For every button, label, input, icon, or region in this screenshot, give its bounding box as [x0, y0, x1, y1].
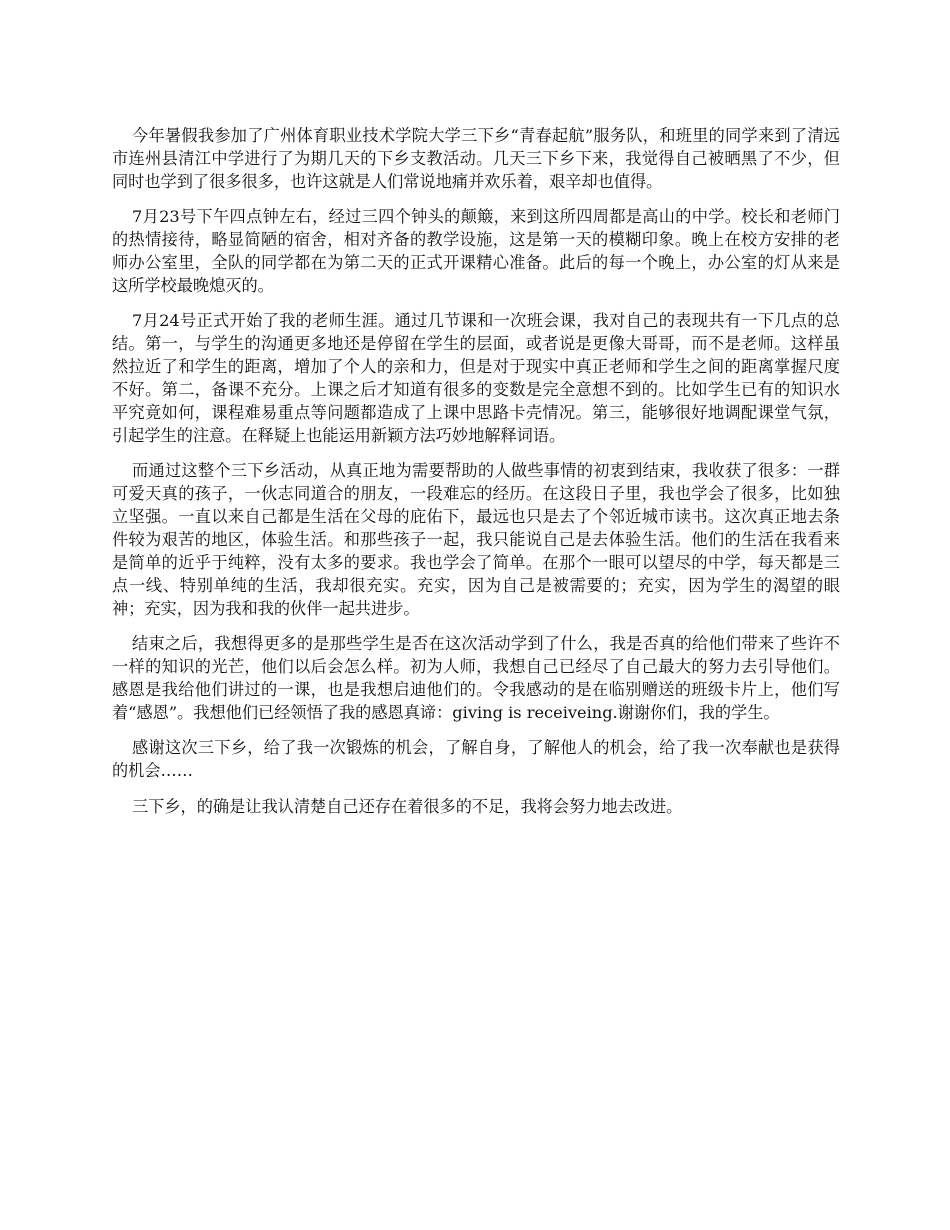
- document-body: [112, 125, 840, 831]
- paragraph-summer-volunteer-intro: 今年暑假我参加了广州体育职业技术学院大学三下乡“青春起航”服务队，和班里的同学来到了清远市连州县清江中学进行了为期几天的下乡支教活动。几天三下乡下来，我觉得自己被晒黑了不少，但同时也学到了很多很多，也许这就是人们常说地痛并欢乐着，艰辛却也值得。: [112, 126, 840, 191]
- paragraph-arrival-july-23: 7月23号下午四点钟左右，经过三四个钟头的颠簸，来到这所四周都是高山的中学。校长和老师门的热情接待，略显简陋的宿舍，相对齐备的教学设施，这是第一天的模糊印象。晚上在校方安排的老师办公室里，全队的同学都在为第二天的正式开课精心准备。此后的每一个晚上，办公室的灯从来是这所学校最晚熄灭的。: [112, 207, 840, 295]
- paragraph-after-activity: 结束之后，我想得更多的是那些学生是否在这次活动学到了什么，我是否真的给他们带来了些许不一样的知识的光芒，他们以后会怎么样。初为人师，我想自己已经尽了自己最大的努力去引导他们。感恩是我给他们讲过的一课，也是我想启迪他们的。令我感动的是在临别赠送的班级卡片上，他们写着“感恩”。我想他们已经领悟了我的感恩真谛：giving is receiveing.谢谢你们，我的学生。: [112, 634, 840, 722]
- paragraph-conclusion: 三下乡，的确是让我认清楚自己还存在着很多的不足，我将会努力地去改进。: [132, 796, 683, 816]
- paragraph-teaching-july-24: 7月24号正式开始了我的老师生涯。通过几节课和一次班会课，我对自己的表现共有一下几点的总结。第一，与学生的沟通更多地还是停留在学生的层面，或者说是更像大哥哥，而不是老师。这样虽然拉近了和学生的距离，增加了个人的亲和力，但是对于现实中真正老师和学生之间的距离掌握尺度不好。第二，备课不充分。上课之后才知道有很多的变数是完全意想不到的。比如学生已有的知识水平究竟如何，课程难易重点等问题都造成了上课中思路卡壳情况。第三，能够很好地调配课堂气氛，引起学生的注意。在释疑上也能运用新颖方法巧妙地解释词语。: [112, 311, 840, 445]
- paragraph-gratitude: 感谢这次三下乡，给了我一次锻炼的机会，了解自身，了解他人的机会，给了我一次奉献也是获得的机会……: [112, 738, 840, 781]
- paragraph-gains-reflection: 而通过这整个三下乡活动，从真正地为需要帮助的人做些事情的初衷到结束，我收获了很多：一群可爱天真的孩子，一伙志同道合的朋友，一段难忘的经历。在这段日子里，我也学会了很多，比如独立坚强。一直以来自己都是生活在父母的庇佑下，最远也只是去了个邻近城市读书。这次真正地去条件较为艰苦的地区，体验生活。和那些孩子一起，我只能说自己是去体验生活。他们的生活在我看来是简单的近乎于纯粹，没有太多的要求。我也学会了简单。在那个一眼可以望尽的中学，每天都是三点一线、特别单纯的生活，我却很充实。充实，因为自己是被需要的；充实，因为学生的渴望的眼神；充实，因为我和我的伙伴一起共进步。: [112, 461, 840, 618]
